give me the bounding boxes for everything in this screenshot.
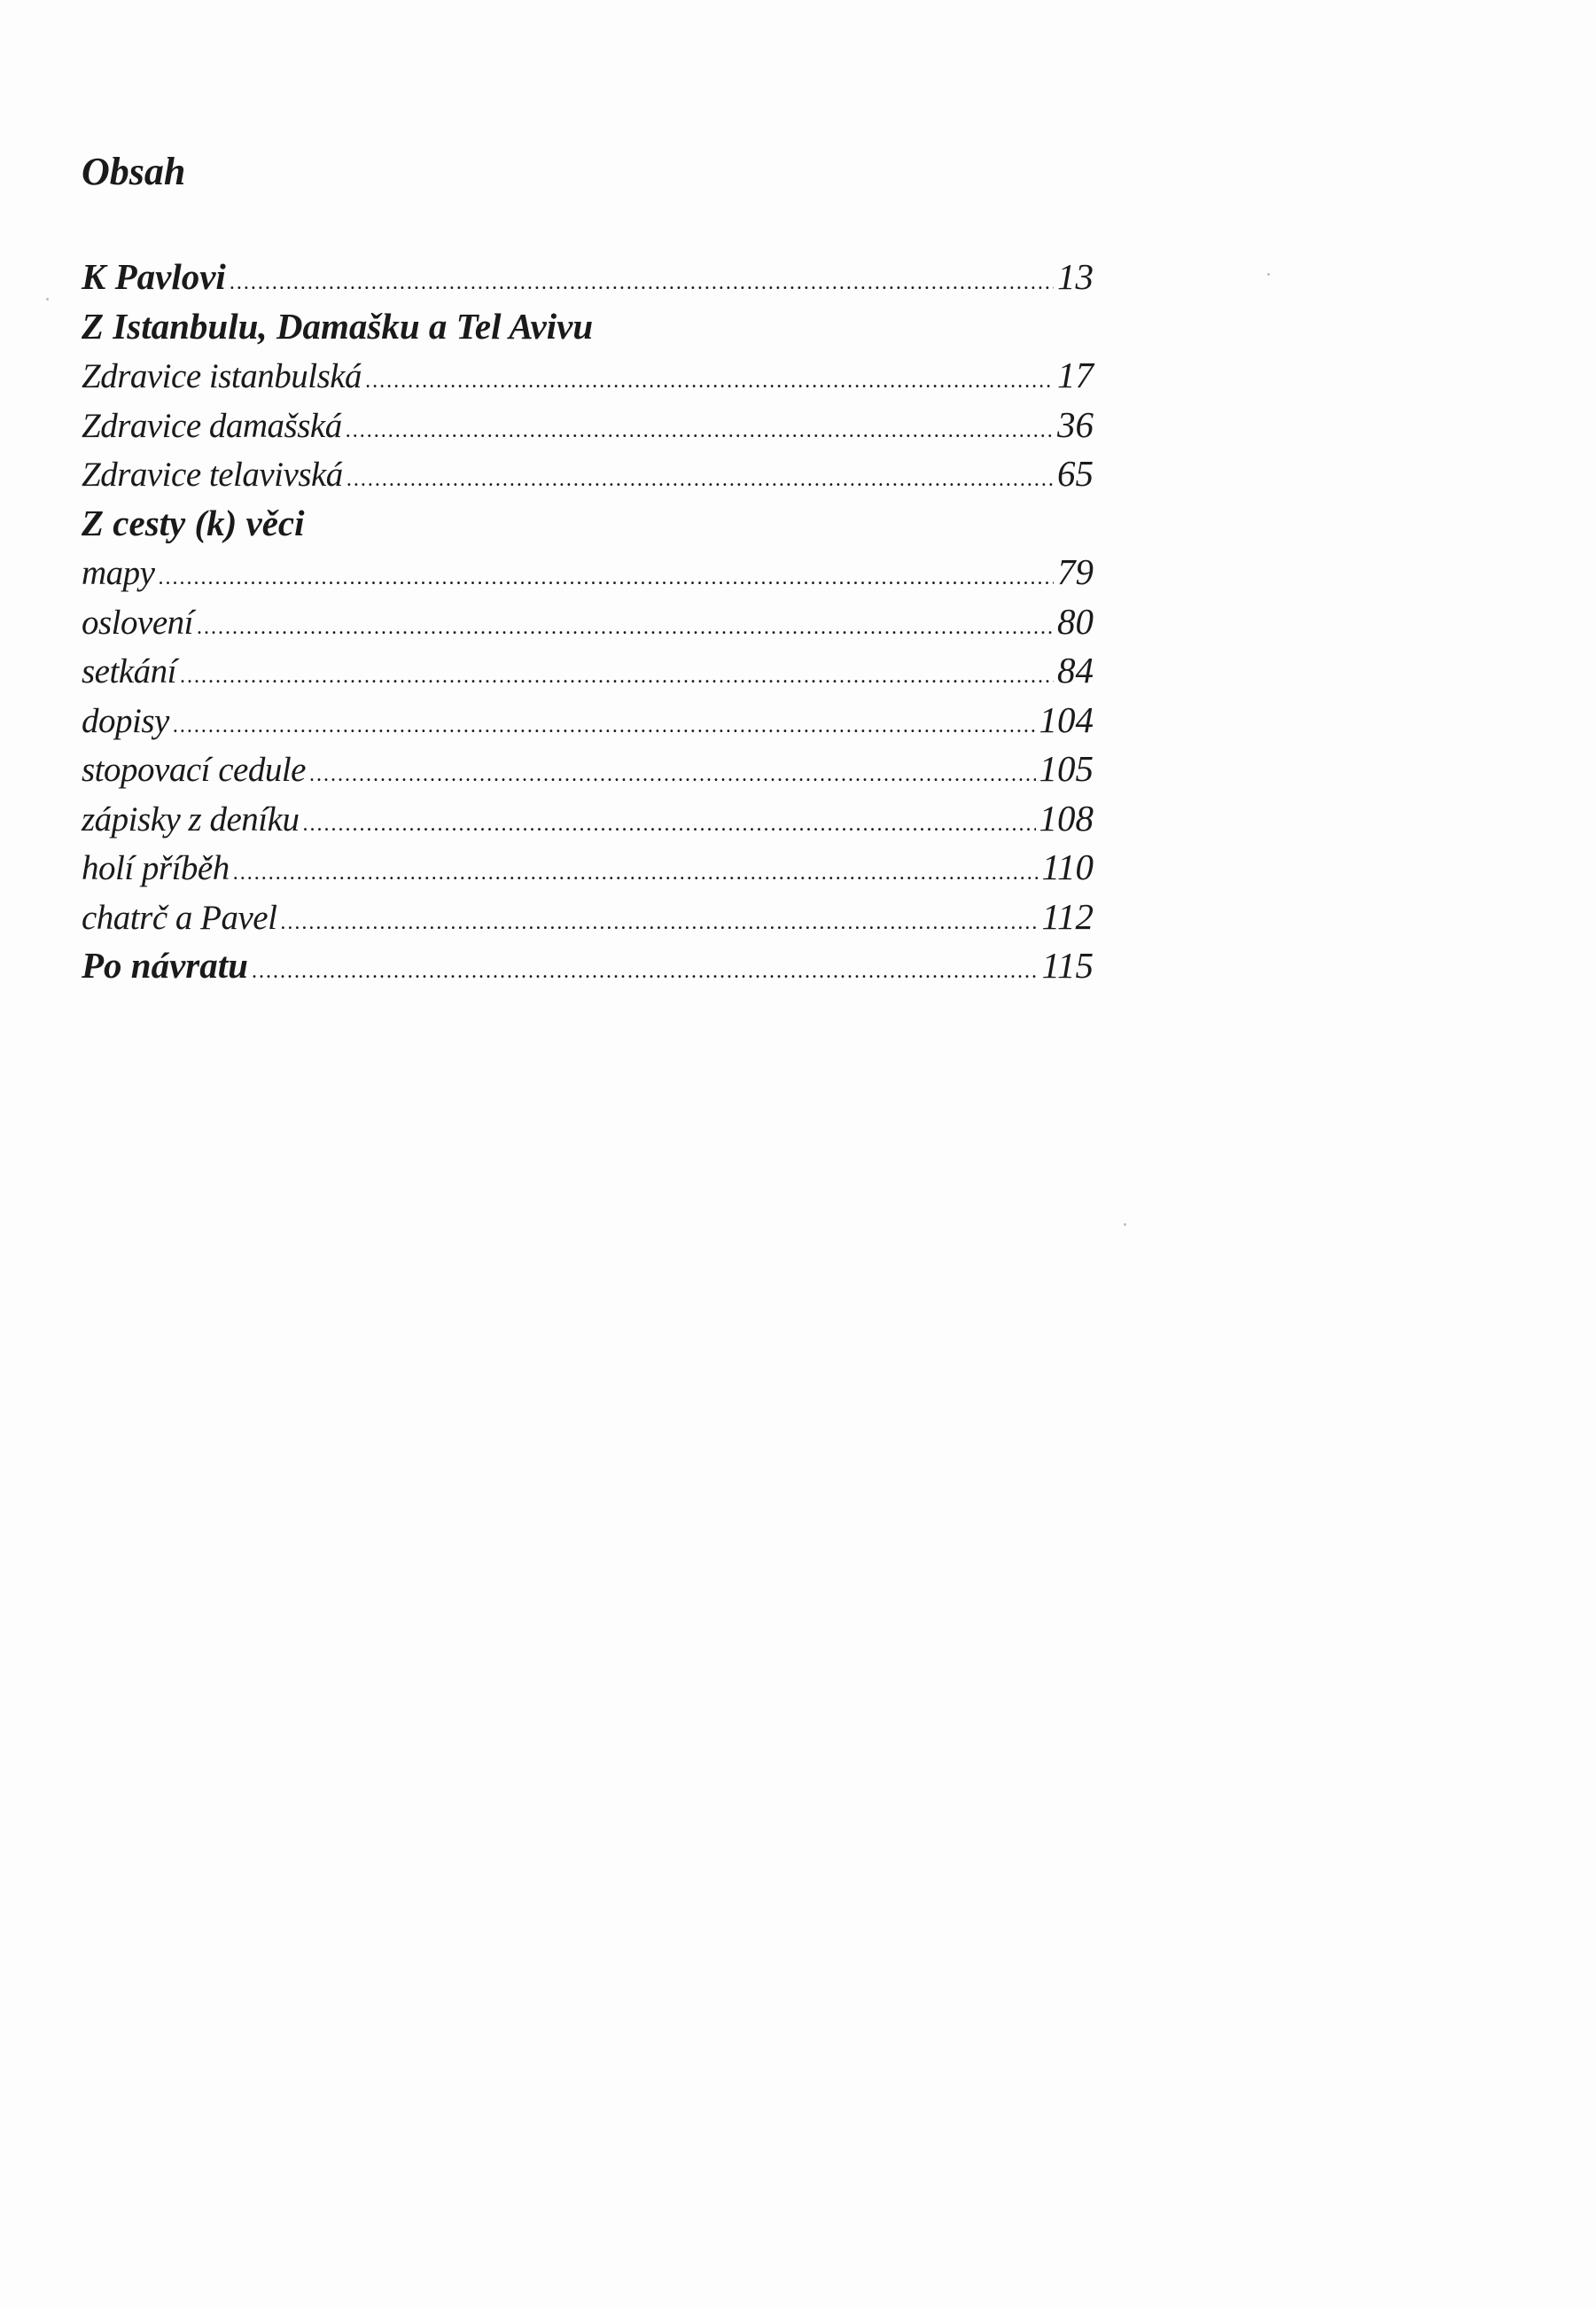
paper-speck	[1124, 1223, 1126, 1226]
toc-page-number: 17	[1057, 355, 1094, 395]
toc-section	[82, 944, 1094, 994]
paper-speck	[1267, 273, 1270, 276]
toc-page-number: 65	[1057, 453, 1094, 494]
table-of-contents	[82, 255, 1094, 994]
toc-entry	[82, 846, 1094, 895]
toc-title: Z Istanbulu, Damašku a Tel Avivu	[82, 305, 594, 347]
toc-page-number: 108	[1039, 797, 1094, 839]
dot-leader	[346, 419, 1054, 443]
paper-speck	[46, 298, 49, 300]
toc-title: oslovení	[82, 603, 193, 642]
toc-page-number: 112	[1041, 895, 1094, 937]
toc-title: zápisky z deníku	[82, 800, 300, 839]
toc-title: Z cesty (k) věci	[82, 502, 305, 543]
toc-entry	[82, 354, 1094, 403]
toc-title: Zdravice istanbulská	[82, 357, 362, 395]
toc-page-number: 36	[1057, 403, 1094, 445]
toc-title: Zdravice damašská	[82, 406, 342, 445]
dot-leader	[346, 468, 1054, 492]
toc-title: K Pavlovi	[82, 256, 226, 297]
toc-page-number: 13	[1057, 256, 1094, 297]
toc-page-number: 115	[1041, 945, 1094, 986]
toc-page-number: 104	[1039, 698, 1094, 740]
dot-leader	[233, 862, 1039, 885]
dot-leader	[365, 370, 1054, 394]
toc-entry	[82, 747, 1094, 797]
dot-leader	[230, 271, 1054, 295]
toc-entry	[82, 698, 1094, 748]
toc-entry	[82, 797, 1094, 846]
toc-entry	[82, 550, 1094, 600]
toc-entry	[82, 600, 1094, 650]
toc-entry	[82, 452, 1094, 502]
toc-title: Zdravice telavivská	[82, 456, 343, 494]
dot-leader	[197, 616, 1054, 640]
toc-title: setkání	[82, 652, 176, 690]
toc-entry	[82, 403, 1094, 453]
dot-leader	[173, 714, 1036, 738]
toc-heading: Obsah	[82, 150, 186, 193]
toc-page-number: 80	[1057, 600, 1094, 642]
toc-title: holí příběh	[82, 849, 230, 887]
toc-section	[82, 305, 1094, 355]
toc-section	[82, 255, 1094, 305]
dot-leader	[309, 763, 1036, 787]
toc-section	[82, 502, 1094, 551]
dot-leader	[180, 665, 1054, 689]
toc-page-number: 84	[1057, 650, 1094, 690]
toc-title: Po návratu	[82, 945, 248, 986]
dot-leader	[280, 911, 1038, 935]
dot-leader	[302, 813, 1035, 837]
toc-title: stopovací cedule	[82, 751, 306, 789]
toc-entry	[82, 649, 1094, 698]
dot-leader	[252, 960, 1039, 984]
toc-title: chatrč a Pavel	[82, 898, 277, 937]
toc-title: mapy	[82, 554, 155, 592]
toc-page-number: 110	[1041, 846, 1094, 887]
toc-title: dopisy	[82, 701, 169, 740]
toc-entry	[82, 895, 1094, 945]
toc-page-number: 79	[1057, 551, 1094, 592]
dot-leader	[158, 566, 1054, 590]
toc-page-number: 105	[1039, 748, 1094, 789]
